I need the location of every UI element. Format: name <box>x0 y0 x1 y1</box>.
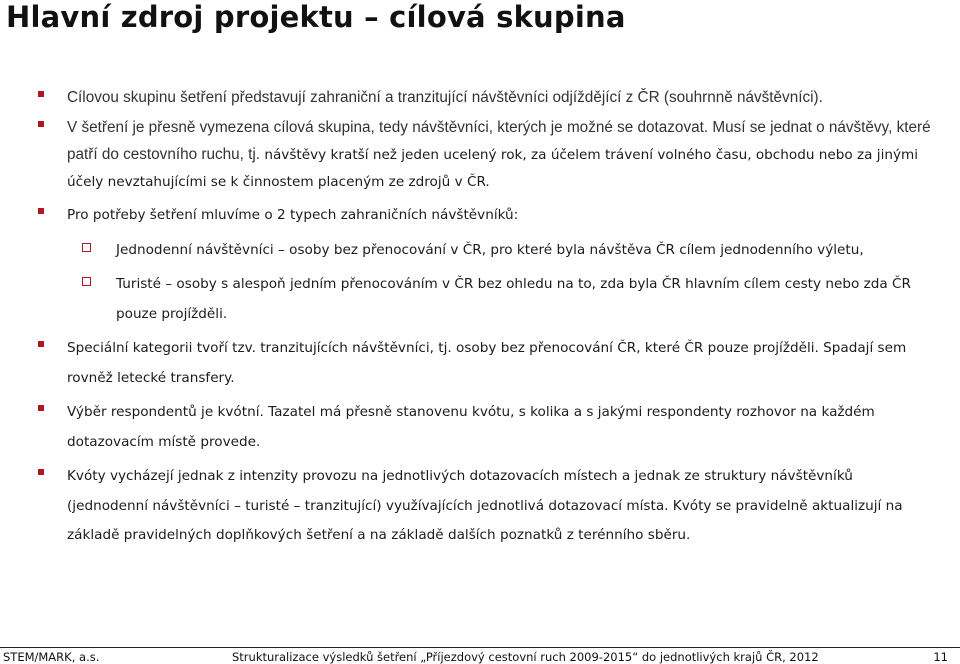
bullet-text: Jednodenní návštěvníci – osoby bez přenocování v ČR, pro které byla návštěva ČR cílem jednodenního výletu, <box>116 241 864 258</box>
square-bullet-icon <box>38 405 44 411</box>
bullet-list <box>0 84 960 559</box>
sub-list-item <box>0 236 936 266</box>
footer <box>0 647 960 663</box>
square-bullet-icon <box>38 341 44 347</box>
list-item <box>0 84 937 111</box>
page-title: Hlavní zdroj projektu – cílová skupina <box>6 0 626 34</box>
list-item <box>0 201 937 231</box>
hollow-square-bullet-icon <box>82 243 91 252</box>
square-bullet-icon <box>38 208 44 214</box>
list-item <box>0 334 937 393</box>
bullet-text: Pro potřeby šetření mluvíme o 2 typech zahraničních návštěvníků: <box>67 207 519 223</box>
square-bullet-icon <box>38 121 44 127</box>
bullet-text: Speciální kategorii tvoří tzv. tranzitujících návštěvníci, tj. osoby bez přenocování ČR, které ČR pouze projížděli. Spadají sem rovněž letecké transfery. <box>67 340 907 386</box>
bullet-text: Kvóty vycházejí jednak z intenzity provozu na jednotlivých dotazovacích místech a jednak ze struktury návštěvníků (jednodenní návštěvníci – turisté – tranzitující) využívajících jednotlivá dotazovací místa. Kvóty se pravidelně aktualizují na základě pravidelných doplňkových šetření a na základě dalších poznatků z terénního sběru. <box>67 468 903 543</box>
bullet-text-part: návštěvy kratší než jeden ucelený rok, za účelem trávení volného času, obchodu nebo za jinými účely nevztahujícími se k činnostem placeným ze zdrojů v ČR. <box>67 147 919 190</box>
hollow-square-bullet-icon <box>82 277 91 286</box>
square-bullet-icon <box>38 91 44 97</box>
list-item <box>0 462 937 551</box>
footer-divider <box>0 647 960 648</box>
footer-organization: STEM/MARK, a.s. <box>3 650 100 664</box>
bullet-text-part: V šetření je přesně vymezena cílová skupina, tedy návštěvníci, kterých je možné se dotazovat. Musí se jednat o návštěvy, které patří do cestovního ruchu, tj. <box>67 119 931 163</box>
bullet-text: Cílovou skupinu šetření představují zahraniční a tranzitující návštěvníci odjíždějící z ČR (souhrnně návštěvníci). <box>67 89 823 106</box>
list-item <box>0 398 937 457</box>
bullet-text: Turisté – osoby s alespoň jedním přenocováním v ČR bez ohledu na to, zda byla ČR hlavním cílem cesty nebo zda ČR pouze projížděli. <box>116 276 911 322</box>
footer-document-title: Strukturalizace výsledků šetření „Příjezdový cestovní ruch 2009-2015“ do jednotlivých krajů ČR, 2012 <box>232 650 819 664</box>
square-bullet-icon <box>38 469 44 475</box>
sub-list-item <box>0 270 936 329</box>
page-number: 11 <box>933 650 948 664</box>
bullet-text-mixed <box>67 114 937 196</box>
list-item <box>0 114 937 196</box>
bullet-text: Výběr respondentů je kvótní. Tazatel má přesně stanovenu kvótu, s kolika a s jakými respondenty rozhovor na každém dotazovacím místě provede. <box>67 404 875 450</box>
